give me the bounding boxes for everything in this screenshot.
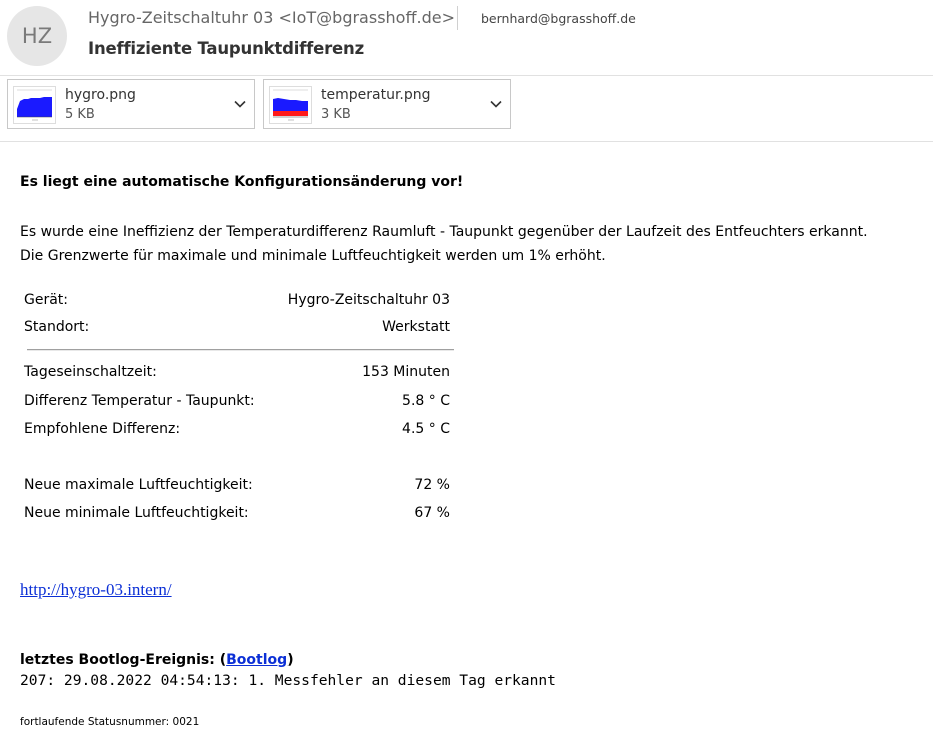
body-paragraph xyxy=(20,220,868,268)
table-row-location xyxy=(24,319,450,341)
paragraph-line-1: Es wurde eine Ineffizienz der Temperaturdifferenz Raumluft - Taupunkt gegenüber der Laufzeit des Entfeuchters erkannt. xyxy=(20,224,868,240)
table-label: Neue minimale Luftfeuchtigkeit: xyxy=(24,505,249,521)
table-label: Tageseinschaltzeit: xyxy=(24,364,157,380)
bootlog-entry: 207: 29.08.2022 04:54:13: 1. Messfehler an diesem Tag erkannt xyxy=(20,672,556,689)
table-value: Werkstatt xyxy=(382,319,450,335)
message-header xyxy=(0,0,933,76)
table-value: Hygro-Zeitschaltuhr 03 xyxy=(287,292,450,308)
attachment-hygro[interactable] xyxy=(7,79,255,129)
sender-address[interactable]: <IoT@bgrasshoff.de> xyxy=(278,8,455,27)
table-row-device xyxy=(24,292,450,314)
table-divider xyxy=(27,349,454,351)
table-label: Standort: xyxy=(24,319,90,335)
table-value: 72 % xyxy=(414,477,450,493)
chart-thumbnail-icon xyxy=(269,86,312,124)
bootlog-link[interactable]: Bootlog xyxy=(226,652,288,668)
attachment-temperatur[interactable] xyxy=(263,79,511,129)
recipient[interactable]: bernhard@bgrasshoff.de xyxy=(481,11,636,26)
body-headline: Es liegt eine automatische Konfigurationsänderung vor! xyxy=(20,174,464,190)
table-label: Empfohlene Differenz: xyxy=(24,421,181,437)
bootlog-prefix: letztes Bootlog-Ereignis: ( xyxy=(20,652,227,668)
device-link[interactable]: http://hygro-03.intern/ xyxy=(20,580,172,599)
table-label: Neue maximale Luftfeuchtigkeit: xyxy=(24,477,253,493)
table-row-temp-diff xyxy=(24,393,450,415)
table-value: 4.5 ° C xyxy=(402,421,450,437)
table-label: Gerät: xyxy=(24,292,69,308)
attachment-size: 3 KB xyxy=(321,107,351,122)
chevron-down-icon[interactable] xyxy=(488,96,504,112)
chart-thumbnail-icon xyxy=(13,86,56,124)
attachment-size: 5 KB xyxy=(65,107,95,122)
sender-name[interactable]: Hygro-Zeitschaltuhr 03 xyxy=(88,8,274,27)
attachment-name: temperatur.png xyxy=(321,87,431,103)
attachments-bar xyxy=(0,75,933,142)
paragraph-line-2: Die Grenzwerte für maximale und minimale Luftfeuchtigkeit werden um 1% erhöht. xyxy=(20,248,606,264)
table-value: 67 % xyxy=(414,505,450,521)
sender-avatar[interactable]: HZ xyxy=(7,6,67,66)
table-row-min-humidity xyxy=(24,505,450,527)
table-label: Differenz Temperatur - Taupunkt: xyxy=(24,393,255,409)
header-divider xyxy=(457,6,458,30)
table-value: 153 Minuten xyxy=(362,364,450,380)
bootlog-suffix: ) xyxy=(287,652,294,668)
table-value: 5.8 ° C xyxy=(402,393,450,409)
table-row-recommended-diff xyxy=(24,421,450,443)
sender-line[interactable] xyxy=(88,8,455,27)
chevron-down-icon[interactable] xyxy=(232,96,248,112)
status-number: fortlaufende Statusnummer: 0021 xyxy=(20,716,200,728)
table-row-max-humidity xyxy=(24,477,450,499)
message-subject: Ineffiziente Taupunktdifferenz xyxy=(88,39,364,58)
bootlog-heading xyxy=(20,652,294,668)
table-row-ontime xyxy=(24,364,450,386)
attachment-name: hygro.png xyxy=(65,87,136,103)
